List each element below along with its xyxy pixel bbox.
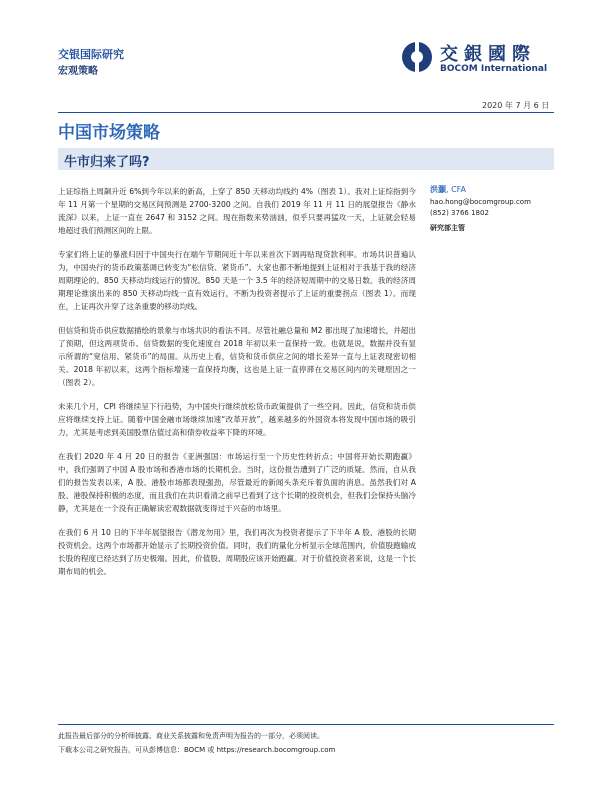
brand-name: 交银国际研究 bbox=[58, 48, 124, 61]
author-name[interactable]: 洪灝 bbox=[430, 185, 446, 194]
bocom-logo-icon bbox=[400, 40, 434, 74]
paragraph-6: 在我们 6 月 10 日的下半年展望报告《潜龙勿用》里，我们再次为投资者提示了下半年 A 股、港股的长期投资机会。这两个市场都开始显示了长期投资价值。同时，我们的量化分析显示全球范围内，价值股跑输成长股的程度已经达到了历史极端。因此，价值股、周期股应该开始跑赢。对于价值投资者来说，这是一个长期布局的机会。 bbox=[58, 528, 416, 576]
paragraph-2: 专家们将上证的暴涨归因于中国央行在端午节期间近十年以来首次下调再贴现贷款利率。市场共识普遍认为，中国央行的货币政策基调已转变为“松信贷、紧货币”。大家也都不断地提到上证相对于我基于我的经济周期理论的、850 天移动均线运行的情况。850 天是一个 3.5 年的经济短周期中的交易日数。我的经济周期理论推演出来的 850 天移动均线一直有效运行，不断为投资者提示了上证的重要拐点（图表 1）。而现在，上证再次升穿了这条重要的移动均线。 bbox=[58, 250, 416, 311]
report-subtitle: 牛市归来了吗? bbox=[64, 155, 150, 170]
logo-chinese-text: 交銀國際 bbox=[440, 44, 536, 65]
report-title: 中国市场策略 bbox=[58, 123, 160, 143]
author-credential: , CFA bbox=[446, 185, 467, 194]
company-logo bbox=[400, 38, 560, 78]
report-category: 宏观策略 bbox=[58, 66, 98, 77]
footer-disclaimer: 此报告最后部分的分析师披露、商业关系披露和免责声明为报告的一部分，必须阅读。 bbox=[58, 732, 324, 740]
paragraph-3: 但信贷和货币供应数据描绘的景象与市场共识的看法不同。尽管社融总量和 M2 都出现了加速增长，并超出了预期，但这两项货币、信贷数据的变化速度自 2018 年初以来一直保持一致。也就是说，数据并没有显示所谓的“宽信用、紧货币”的局面。从历史上看，信贷和货币供应之间的增长差异一直与上证表现密切相关。2018 年初以来，这两个指标增速一直保持均衡，这也是上证一直停滞在交易区间内的关键原因之一（图表 2）。 bbox=[58, 326, 416, 387]
author-phone: (852) 3766 1802 bbox=[430, 209, 489, 217]
footer-download-link[interactable]: 下载本公司之研究报告，可从彭博信息：BOCM 或 https://research.bocomgroup.com bbox=[58, 746, 336, 754]
paragraph-5: 在我们 2020 年 4 月 20 日的报告《亚洲强国：市场运行至一个历史性转折点；中国将开始长期跑赢》中，我们强调了中国 A 股市场和香港市场的长期机会。当时，这份报告遭到了广泛的质疑。然而，自从我们的报告发表以来，A 股、港股市场都表现强劲，尽管最近的新闻头条充斥着负面的消息。虽然我们对 A 股、港股保持积极的态度，而且我们在共识看清之前早已看到了这个长期的投资机会，但我们会保持头脑冷静，尤其是在一个没有正确解读宏观数据就变得过于兴奋的市场里。 bbox=[58, 452, 416, 513]
logo-english-text: BOCOM International bbox=[440, 64, 548, 74]
header-divider bbox=[58, 112, 554, 113]
author-role: 研究部主管 bbox=[430, 224, 465, 232]
report-body bbox=[58, 185, 416, 589]
report-date: 2020 年 7 月 6 日 bbox=[482, 101, 550, 110]
paragraph-4: 未来几个月，CPI 将继续呈下行趋势，为中国央行继续放松货币政策提供了一些空间。因此，信贷和货币供应将继续支持上证。随着中国金融市场继续加速“改革开放”，越来越多的外国资本将发现中国市场的吸引力，尤其是考虑到美国股票估值过高和债券收益率下降的环境。 bbox=[58, 402, 416, 437]
author-sidebar bbox=[430, 184, 554, 233]
author-line bbox=[430, 184, 554, 195]
footer-divider bbox=[58, 724, 554, 725]
paragraph-1: 上证综指上周飙升近 6%到今年以来的新高，上穿了 850 天移动均线约 4%（图表 1）。我对上证综指到今年 11 月第一个星期的交易区间预测是 2700-3200 之间。自我们 2019 年 11 月 11 日的展望报告《静水流深》以来，上证一直在 2647 和 3152 之间。现在指数来势汹汹，似乎只要再猛攻一天，上证就会轻易地超过我们预测区间的上限。 bbox=[58, 187, 416, 235]
author-email[interactable]: hao.hong@bocomgroup.com bbox=[430, 198, 531, 206]
